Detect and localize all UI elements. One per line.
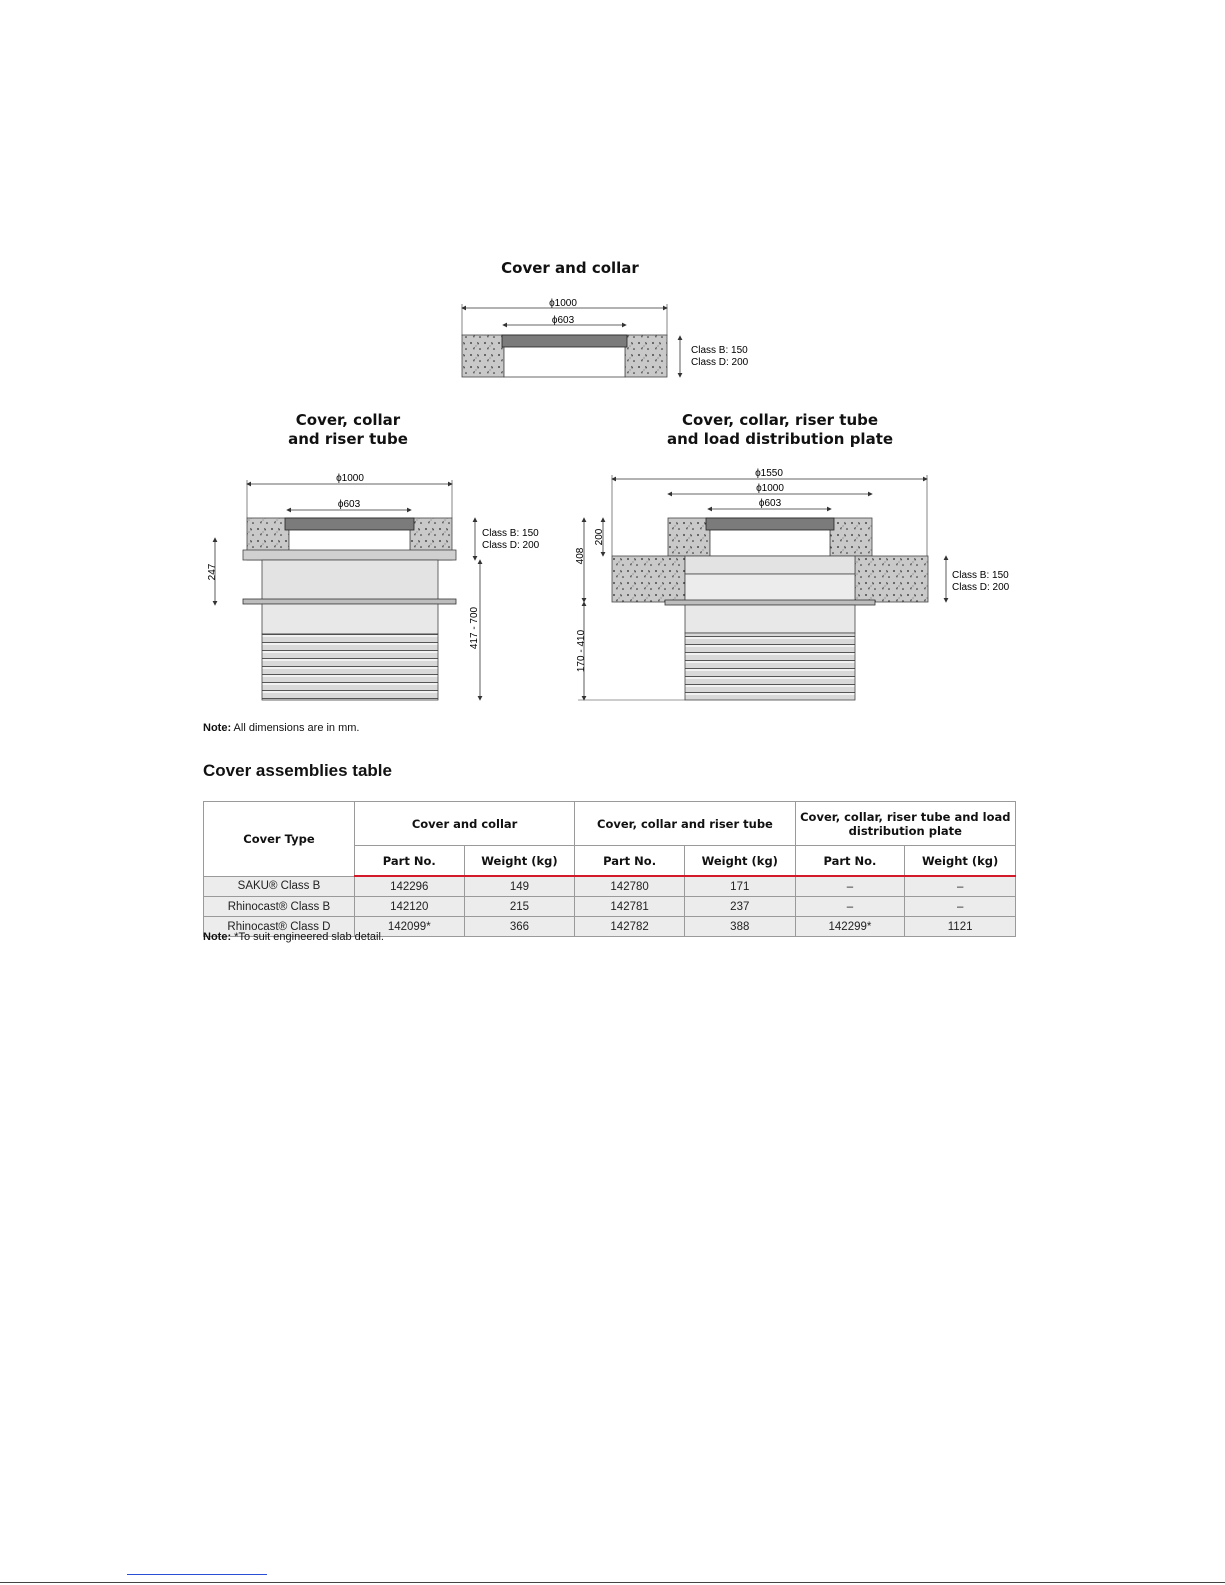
diagram-title-plate <box>640 411 920 449</box>
diagram-title-cover-collar: Cover and collar <box>501 259 639 277</box>
cell: 366 <box>464 917 575 937</box>
header-group-riser: Cover, collar and riser tube <box>575 802 795 846</box>
class-b-label: Class B: 150 <box>691 345 748 356</box>
plate-dim-outer: ϕ1000 <box>756 483 784 494</box>
header-weight: Weight (kg) <box>905 846 1016 877</box>
cell: 142780 <box>575 876 685 897</box>
slab-note <box>203 931 384 943</box>
note-label: Note: <box>203 931 232 943</box>
cover-collar-diagram <box>455 292 765 384</box>
plate-dim-plate: ϕ1550 <box>755 468 783 479</box>
plate-dim-200: 200 <box>594 528 605 546</box>
riser-class-d: Class D: 200 <box>482 540 540 551</box>
cell: 142782 <box>575 917 685 937</box>
table-title: Cover assemblies table <box>203 761 392 780</box>
diagram-title-riser-line2: and riser tube <box>288 430 408 448</box>
header-group-cover-collar: Cover and collar <box>354 802 574 846</box>
cell: 142120 <box>354 897 464 917</box>
header-weight: Weight (kg) <box>464 846 575 877</box>
diagram-title-riser-line1: Cover, collar <box>295 411 401 429</box>
dim-inner: ϕ603 <box>551 315 575 326</box>
riser-diagram <box>200 466 545 712</box>
cell: 142296 <box>354 876 464 897</box>
page-bottom-rule <box>0 1582 1225 1583</box>
cell: – <box>905 897 1016 917</box>
dimensions-note <box>203 722 360 734</box>
dim-outer: ϕ1000 <box>549 298 577 309</box>
cell: – <box>905 876 1016 897</box>
cell: 142299* <box>795 917 905 937</box>
cell-cover-type: SAKU® Class B <box>204 876 355 897</box>
plate-dim-408: 408 <box>575 547 586 565</box>
cell: 1121 <box>905 917 1016 937</box>
cell: 142099* <box>354 917 464 937</box>
diagram-title-plate-line2: and load distribution plate <box>666 430 894 448</box>
riser-dim-side: 247 <box>207 563 218 581</box>
plate-diagram <box>570 460 1040 712</box>
riser-dim-height: 417 - 700 <box>469 606 480 650</box>
riser-class-b: Class B: 150 <box>482 528 539 539</box>
header-part-no: Part No. <box>575 846 685 877</box>
plate-dim-inner: ϕ603 <box>758 498 782 509</box>
note-label: Note: <box>203 722 232 734</box>
cell: 149 <box>464 876 575 897</box>
class-d-label: Class D: 200 <box>691 357 749 368</box>
header-group-plate: Cover, collar, riser tube and load distribution plate <box>795 802 1015 846</box>
header-part-no: Part No. <box>795 846 905 877</box>
cell: 142781 <box>575 897 685 917</box>
table-row <box>204 876 1016 897</box>
header-part-no: Part No. <box>354 846 464 877</box>
header-weight: Weight (kg) <box>684 846 795 877</box>
diagram-title-plate-line1: Cover, collar, riser tube <box>681 411 879 429</box>
cell: – <box>795 897 905 917</box>
footer-link-underline <box>127 1574 267 1575</box>
cell: 171 <box>684 876 795 897</box>
cell: – <box>795 876 905 897</box>
riser-dim-inner: ϕ603 <box>337 499 361 510</box>
cell: 388 <box>684 917 795 937</box>
plate-class-d: Class D: 200 <box>952 582 1010 593</box>
cover-assemblies-table <box>203 801 1016 937</box>
cell-cover-type: Rhinocast® Class D <box>204 917 355 937</box>
cell-cover-type: Rhinocast® Class B <box>204 897 355 917</box>
riser-dim-outer: ϕ1000 <box>336 473 364 484</box>
plate-dim-height: 170 - 410 <box>576 629 587 673</box>
note-text: All dimensions are in mm. <box>231 722 360 734</box>
plate-class-b: Class B: 150 <box>952 570 1009 581</box>
cell: 215 <box>464 897 575 917</box>
table-row <box>204 897 1016 917</box>
diagram-title-riser <box>248 411 448 449</box>
note-text: *To suit engineered slab detail. <box>231 931 384 943</box>
cell: 237 <box>684 897 795 917</box>
header-cover-type: Cover Type <box>204 802 355 877</box>
